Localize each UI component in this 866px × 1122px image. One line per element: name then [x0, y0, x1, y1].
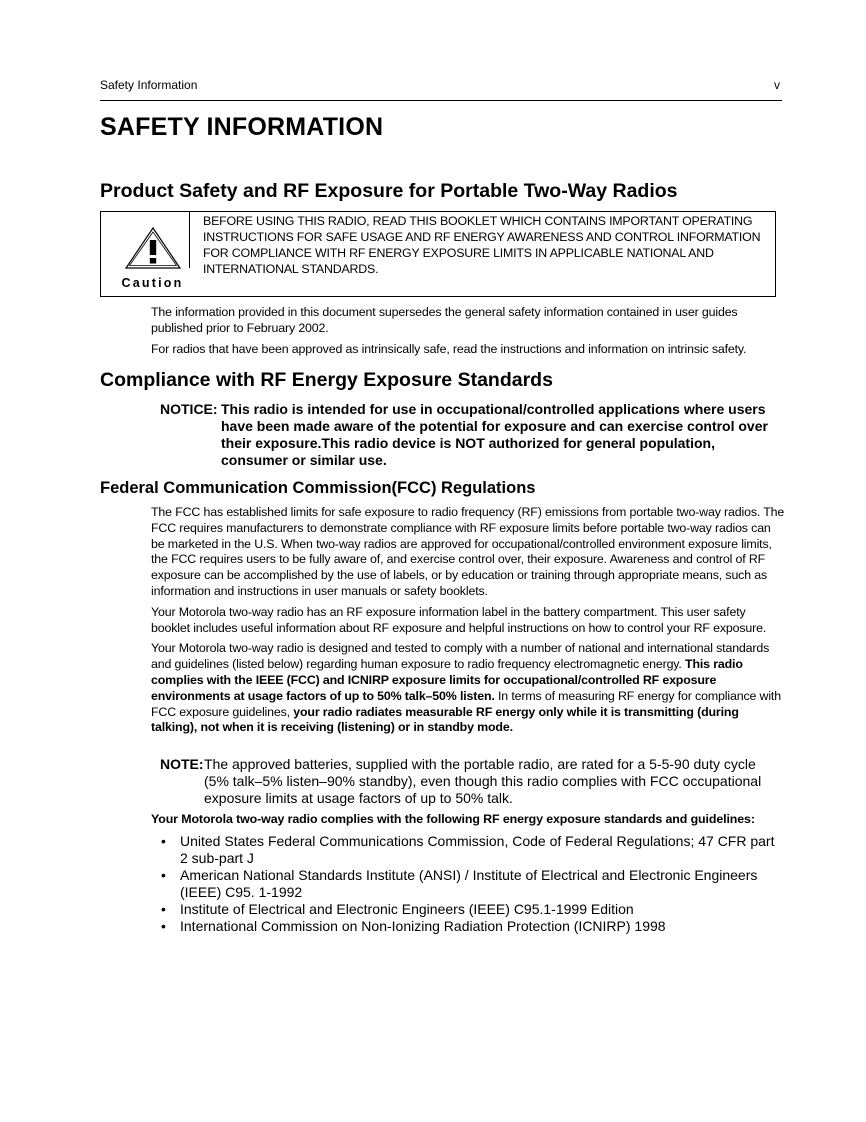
heading-fcc: Federal Communication Commission(FCC) Regulations: [100, 479, 536, 497]
paragraph: Your Motorola two-way radio has an RF exposure information label in the battery compartment. This user safety booklet includes useful information about RF exposure and helpful instructions on how to control your RF exposure.: [151, 604, 767, 635]
paragraph: The information provided in this document supersedes the general safety information contained in user guides published prior to February 2002.: [151, 305, 738, 335]
guidelines-heading: Your Motorola two-way radio complies with the following RF energy exposure standards and guidelines:: [151, 812, 755, 826]
caution-divider: [189, 212, 190, 268]
list-item: • United States Federal Communications Commission, Code of Federal Regulations; 47 CFR part 2 sub-part J: [161, 833, 775, 866]
paragraph-emphasis: This radio complies with the IEEE (FCC) and ICNIRP exposure limits for occupational/controlled RF exposure environments at usage factors of up to 50% talk–50% listen.: [151, 657, 743, 703]
heading-compliance: Compliance with RF Energy Exposure Standards: [100, 369, 553, 391]
list-item: • American National Standards Institute (ANSI) / Institute of Electrical and Electronic Engineers (IEEE) C95. 1-1992: [161, 867, 758, 900]
page-title: SAFETY INFORMATION: [100, 113, 384, 141]
heading-product-safety: Product Safety and RF Exposure for Portable Two-Way Radios: [100, 180, 678, 202]
list-item: • International Commission on Non-Ionizing Radiation Protection (ICNIRP) 1998: [161, 918, 666, 934]
product-safety-body: [151, 305, 785, 362]
guidelines-list: [160, 833, 782, 935]
warning-triangle-icon: [123, 226, 183, 270]
caution-text: BEFORE USING THIS RADIO, READ THIS BOOKLET WHICH CONTAINS IMPORTANT OPERATING INSTRUCTIONS FOR SAFE USAGE AND RF ENERGY AWARENESS AND CONTROL INFORMATION FOR COMPLIANCE WITH RF ENERGY EXPOSURE LIMITS IN APPLICABLE NATIONAL AND INTERNATIONAL STANDARDS.: [203, 214, 761, 276]
paragraph: The FCC has established limits for safe exposure to radio frequency (RF) emissions from portable two-way radios. The FCC requires manufacturers to demonstrate compliance with RF exposure limits before portable two-way radios can be marketed in the U.S. When two-way radios are approved for occupational/controlled environment exposure limits, the FCC requires users to be fully aware of, and exercise control over, their exposure. Awareness and control of RF exposure can be accomplished by the use of labels, or by education or training through appropriate means, such as information and instructions in user manuals or safety booklets.: [151, 505, 785, 598]
list-item: • Institute of Electrical and Electronic Engineers (IEEE) C95.1-1999 Edition: [161, 901, 634, 917]
note-label: NOTE:: [160, 756, 204, 772]
paragraph-text: Your Motorola two-way radio is designed and tested to comply with a number of national and international standards and guidelines (listed below) regarding human exposure to radio frequency electromagnetic energy.: [151, 641, 770, 672]
header-page-number: v: [774, 78, 780, 92]
paragraph: For radios that have been approved as intrinsically safe, read the instructions and information on intrinsic safety.: [151, 341, 747, 356]
fcc-body: [151, 505, 785, 741]
paragraph-emphasis: your radio radiates measurable RF energy only while it is transmitting (during talking), not when it is receiving (listening) or in standby mode.: [151, 704, 739, 735]
running-header: [100, 78, 782, 101]
header-section-title: Safety Information: [100, 78, 198, 92]
notice-label: NOTICE:: [160, 401, 218, 417]
note-text: The approved batteries, supplied with the portable radio, are rated for a 5-5-90 duty cycle (5% talk–5% listen–90% standby), even though this radio complies with FCC occupational exposure limits at usage factors of up to 50% talk.: [204, 756, 762, 806]
caution-label: Caution: [121, 276, 184, 290]
notice-text: This radio is intended for use in occupational/controlled applications where users have been made aware of the potential for exposure and can exercise control over their exposure.This radio device is NOT authorized for general population, consumer or similar use.: [221, 401, 768, 468]
paragraph: [151, 641, 785, 736]
caution-box: [100, 211, 776, 297]
paragraph-text: In terms of measuring RF energy for compliance with FCC exposure guidelines,: [151, 688, 781, 719]
